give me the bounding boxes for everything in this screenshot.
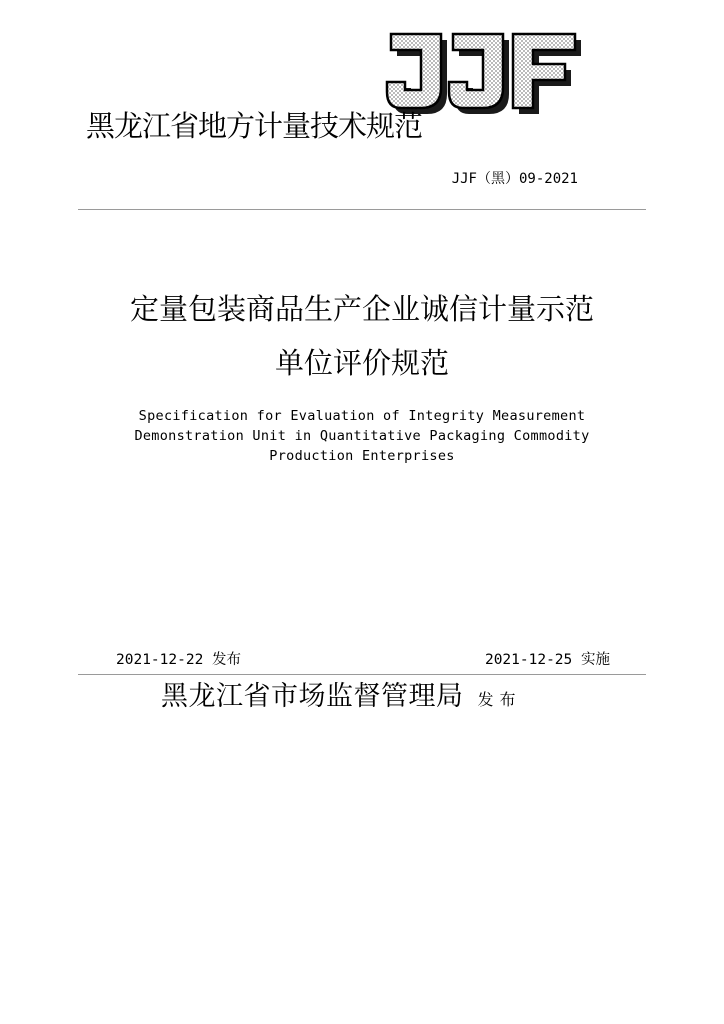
document-title-en — [0, 406, 724, 466]
jjf-logo — [383, 30, 583, 116]
issuer-action: 发布 — [477, 690, 522, 709]
document-title-zh-line1: 定量包装商品生产企业诚信计量示范 — [129, 292, 594, 326]
bottom-divider — [78, 674, 646, 675]
issue-date: 2021-12-22 发布 — [116, 652, 242, 668]
document-title-en-line3: Production Enterprises — [269, 448, 455, 464]
document-title-en-line1: Specification for Evaluation of Integrity Measurement — [138, 408, 586, 424]
implementation-date: 2021-12-25 实施 — [484, 652, 610, 668]
standard-code: JJF（黑）09-2021 — [451, 171, 578, 187]
issuer — [161, 680, 522, 714]
regulation-category-title: 黑龙江省地方计量技术规范 — [86, 109, 423, 143]
document-title-zh-line2: 单位评价规范 — [274, 346, 449, 380]
document-title-en-line2: Demonstration Unit in Quantitative Packaging Commodity — [134, 428, 590, 444]
issuer-name: 黑龙江省市场监督管理局 — [161, 681, 464, 712]
top-divider — [78, 209, 646, 210]
